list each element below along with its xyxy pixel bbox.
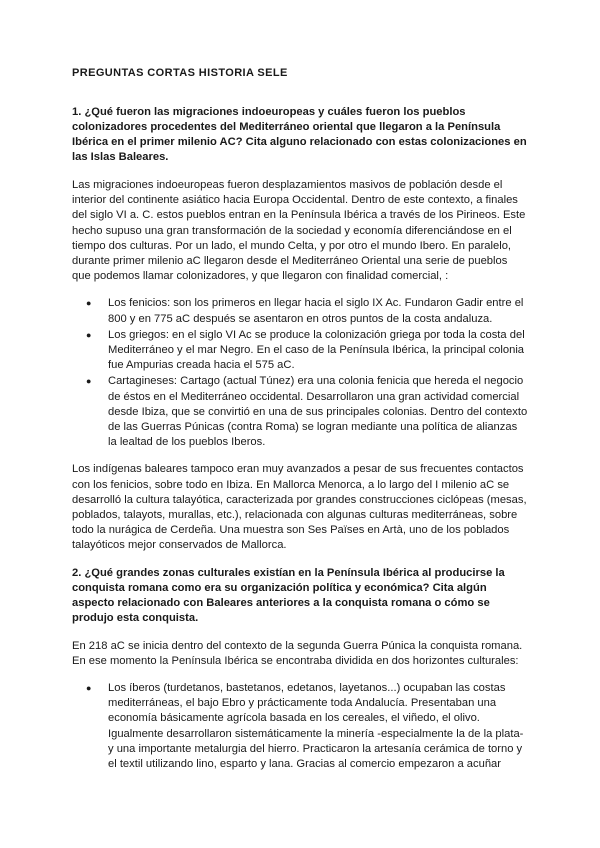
bullet-item-fenicios: ● Los fenicios: son los primeros en llegar hacia el siglo IX Ac. Fundaron Gadir entre el 800 y en 775 aC después se asentaron en otros puntos de la costa andaluza. — [86, 297, 524, 325]
question-2-heading: 2. ¿Qué grandes zonas culturales existían en la Península Ibérica al producirse la conquista romana como era su organización política y económica? Cita algún aspecto relacionado con Baleares anteriores a la conquista romana o cómo se produjo esta conquista. — [72, 566, 505, 624]
question-2-intro: En 218 aC se inicia dentro del contexto de la segunda Guerra Púnica la conquista romana. En ese momento la Península Ibérica se encontraba dividida en dos horizontes culturales: — [72, 639, 523, 667]
question-1-bullet-list — [72, 296, 528, 450]
document-title: PREGUNTAS CORTAS HISTORIA SELE — [72, 67, 288, 79]
question-1-closing: Los indígenas baleares tampoco eran muy avanzados a pesar de sus frecuentes contactos con los fenicios, sobre todo en Ibiza. En Mallorca Menorca, a lo largo del I milenio aC se desarrolló la cultura talayótica, caracterizada por grandes construcciones ciclópeas (mesas, poblados, talayots, murallas, etc.), relacionada con algunas culturas mediterráneas, sobre todo la nurágica de Cerdeña. Una muestra son Ses Païses en Artà, uno de los poblados talayóticos mejor conservados de Mallorca. — [72, 463, 527, 552]
bullet-icon: ● — [86, 298, 92, 309]
bullet-icon: ● — [86, 683, 92, 694]
question-1-heading: 1. ¿Qué fueron las migraciones indoeuropeas y cuáles fueron los pueblos colonizadores procedentes del Mediterráneo oriental que llegaron a la Península Ibérica en el primer milenio AC? Cita alguno relacionado con estas colonizaciones en las Islas Baleares. — [72, 106, 527, 163]
bullet-icon: ● — [86, 376, 92, 387]
question-2-bullet-list — [72, 681, 528, 772]
bullet-icon: ● — [86, 329, 92, 340]
bullet-item-cartagineses: ● Cartagineses: Cartago (actual Túnez) era una colonia fenicia que hereda el negocio de éstos en el Mediterráneo occidental. Desarrollaron una gran actividad comercial desde Ibiza, que se convirtió en una de sus principales colonias. Dentro del contexto de las Guerras Púnicas (contra Roma) se logran mediante una política de alianzas la lealtad de los pueblos Iberos. — [86, 375, 528, 449]
bullet-item-griegos: ● Los griegos: en el siglo VI Ac se produce la colonización griega por toda la costa del Mediterráneo y el mar Negro. En el caso de la Península Ibérica, la principal colonia fue Ampurias creada hacia el 575 aC. — [86, 328, 525, 372]
bullet-item-iberos: ● Los íberos (turdetanos, bastetanos, edetanos, layetanos...) ocupaban las costas mediterráneas, el bajo Ebro y prácticamente toda Andalucía. Presentaban una economía básicamente agrícola basada en los cereales, el viñedo, el olivo. Igualmente desarrollaron sistemáticamente la minería -especialmente la de la plata- y una importante metalurgia del hierro. Practicaron la artesanía cerámica de torno y el textil utilizando lino, esparto y lana. Gracias al comercio empezaron a acuñar — [86, 682, 524, 771]
question-1-intro: Las migraciones indoeuropeas fueron desplazamientos masivos de población desde el interior del continente asiático hacia Europa Occidental. Dentro de este contexto, a finales del siglo VI a. C. estos pueblos entran en la Península Ibérica a través de los Pirineos. Este hecho supuso una gran transformación de la sociedad y economía diferenciándose en el tiempo dos culturas. Por un lado, el mundo Celta, y por otro el mundo Ibero. En paralelo, durante primer milenio aC llegaron desde el Mediterráneo Oriental una serie de pueblos que podemos llamar colonizadores, y que llegaron con finalidad comercial, : — [72, 179, 526, 283]
